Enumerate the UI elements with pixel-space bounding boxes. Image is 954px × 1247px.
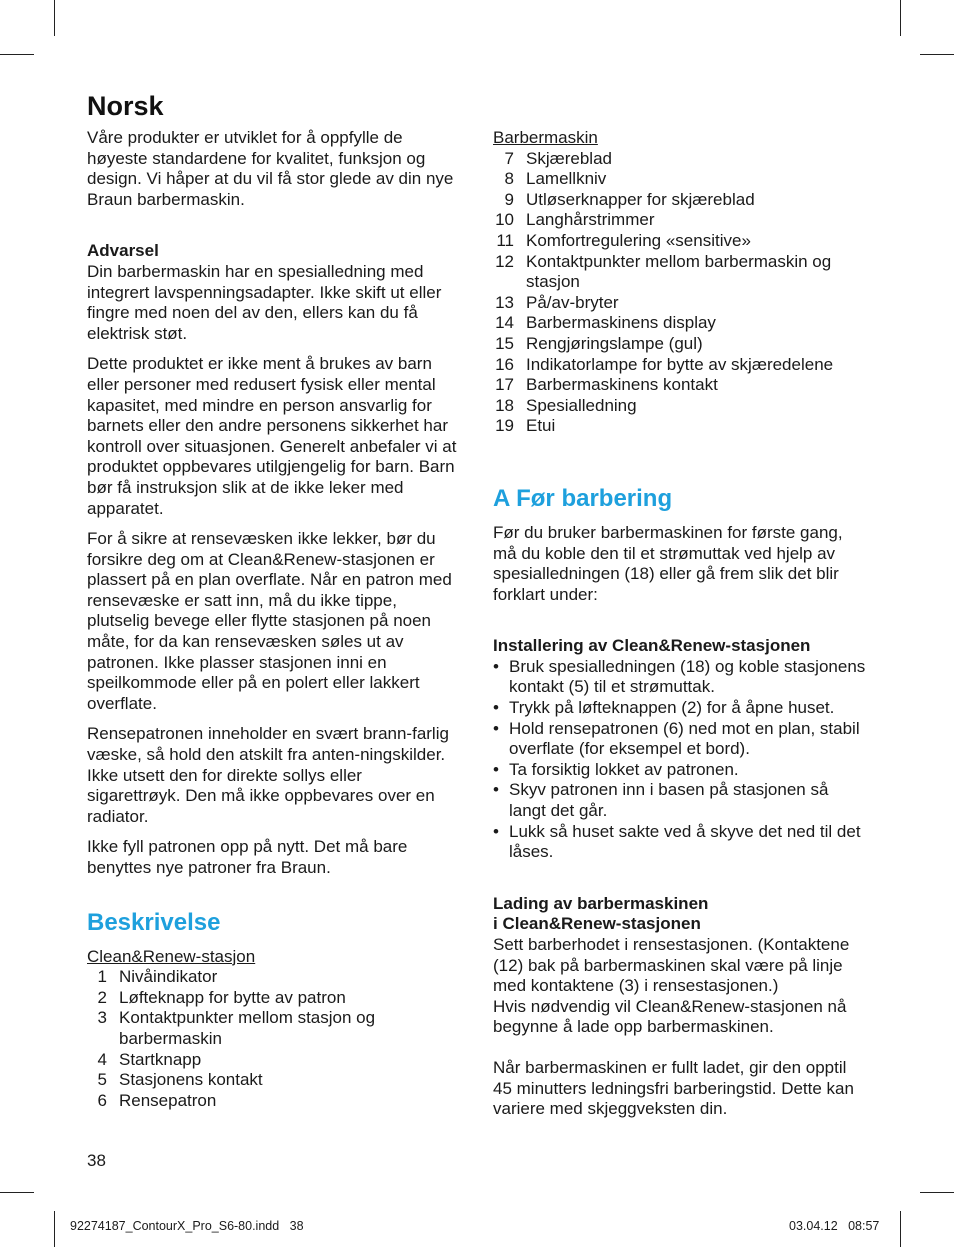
list-item (493, 210, 868, 231)
before-shaving-heading: A Før barbering (493, 484, 673, 512)
bullet: • (493, 656, 499, 676)
list-item (493, 252, 868, 293)
item-number: 17 (495, 375, 514, 395)
item-number: 12 (495, 251, 514, 271)
crop-mark (54, 0, 55, 36)
list-item (87, 1091, 459, 1112)
item-text: Skjæreblad (526, 148, 612, 168)
charging-heading: Lading av barbermaskinen (493, 893, 709, 913)
item-text: Startknapp (119, 1049, 202, 1069)
bullet: • (493, 780, 499, 800)
item-text: Rengjøringslampe (gul) (526, 333, 703, 353)
charging-paragraph: Hvis nødvendig vil Clean&Renew-stasjonen nå begynne å lade opp barbermaskinen. (493, 996, 847, 1037)
list-item (493, 822, 868, 863)
footer-file-info: 92274187_ContourX_Pro_S6-80.indd 38 (70, 1219, 304, 1233)
warning-paragraph: Ikke fyll patronen opp på nytt. Det må bare benyttes nye patroner fra Braun. (87, 837, 408, 877)
left-column (87, 90, 459, 1111)
bullet: • (493, 759, 499, 779)
item-number: 15 (495, 333, 514, 353)
item-text: Nivåindikator (119, 967, 218, 987)
item-text: Barbermaskinens display (526, 313, 716, 333)
right-column (493, 128, 868, 1130)
item-text: På/av-bryter (526, 292, 619, 312)
list-item (493, 169, 868, 190)
charging-heading-line-2: i Clean&Renew-stasjonen (493, 914, 701, 934)
item-text: Stasjonens kontakt (119, 1070, 263, 1090)
item-text: Lukk så huset sakte ved å skyve det ned til det låses. (509, 821, 861, 862)
item-text: Løfteknapp for bytte av patron (119, 987, 346, 1007)
item-number: 7 (504, 148, 514, 168)
install-steps (493, 657, 868, 863)
list-item (493, 334, 868, 355)
item-number: 8 (504, 169, 514, 189)
crop-mark (900, 1211, 901, 1247)
bullet: • (493, 698, 499, 718)
list-item (493, 231, 868, 252)
footer-date: 03.04.12 08:57 (789, 1219, 880, 1233)
item-text: Hold rensepatronen (6) ned mot en plan, stabil overflate (for eksempel et bord). (509, 718, 860, 759)
item-number: 3 (97, 1008, 107, 1028)
bullet: • (493, 718, 499, 738)
crop-mark (920, 54, 954, 55)
item-number: 4 (97, 1049, 107, 1069)
crop-mark (0, 54, 34, 55)
item-text: Rensepatron (119, 1090, 217, 1110)
description-heading: Beskrivelse (87, 908, 221, 936)
item-text: Trykk på løfteknappen (2) for å åpne huset. (509, 698, 835, 718)
item-text: Spesialledning (526, 395, 637, 415)
warning-heading: Advarsel (87, 241, 159, 261)
warning-paragraph: Rensepatronen inneholder en svært brann-farlig væske, så hold den atskilt fra anten-ningskilder. Ikke utsett den for direkte sollys eller sigarettrøyk. Den må ikke oppbevares over en radiator. (87, 724, 449, 826)
item-number: 1 (97, 967, 107, 987)
charging-paragraph: Når barbermaskinen er fullt ladet, gir den opptil 45 minutters ledningsfri barberingstid. Dette kan variere med skjeggveksten din. (493, 1057, 854, 1119)
list-item (87, 988, 459, 1009)
station-heading: Clean&Renew-stasjon (87, 946, 256, 966)
station-parts-list (87, 967, 459, 1111)
item-text: Kontaktpunkter mellom stasjon og barbermaskin (119, 1008, 376, 1048)
list-item (493, 355, 868, 376)
list-item (87, 967, 459, 988)
warning-paragraph: Dette produktet er ikke ment å brukes av barn eller personer med redusert fysisk eller mental kapasitet, med mindre en person ansvarlig for barnets eller den andre personens sikkerhet har kontroll over situasjonen. Generelt anbefaler vi at produktet oppbevares utilgjengelig for barn. Barn bør få instruksjon slik at de ikke leker med apparatet. (87, 354, 457, 518)
list-item (493, 657, 868, 698)
shaver-parts-list (493, 149, 868, 437)
intro-paragraph: Våre produkter er utviklet for å oppfylle de høyeste standardene for kvalitet, funksjon og design. Vi håper at du vil få stor glede av din nye Braun barbermaskin. (87, 128, 454, 209)
item-number: 6 (97, 1090, 107, 1110)
charging-paragraph: Sett barberhodet i rensestasjonen. (Kontaktene (12) bak på barbermaskinen skal være på linje med kontaktene (3) i rensestasjonen.) (493, 935, 850, 996)
item-number: 19 (495, 416, 514, 436)
list-item (493, 149, 868, 170)
crop-mark (0, 1192, 34, 1193)
list-item (493, 416, 868, 437)
item-number: 2 (97, 987, 107, 1007)
warning-paragraph: Din barbermaskin har en spesialledning med integrert lavspenningsadapter. Ikke skift ut eller fingre med noen del av den, ellers kan du få elektrisk støt. (87, 261, 442, 343)
shaver-heading: Barbermaskin (493, 128, 598, 147)
list-item (493, 698, 868, 719)
list-item (493, 760, 868, 781)
before-intro: Før du bruker barbermaskinen for første gang, må du koble den til et strømuttak ved hjelp av spesialledningen (18) eller gå frem slik det blir forklart under: (493, 522, 843, 604)
item-text: Indikatorlampe for bytte av skjæredelene (526, 354, 834, 374)
warning-paragraph: For å sikre at rensevæsken ikke lekker, bør du forsikre deg om at Clean&Renew-stasjonen er plassert på en plan overflate. Når en patron med rensevæske er satt inn, må du ikke tippe, plutselig bevege eller flytte stasjonen på noen måte, for da kan rensevæsken søles ut av patronen. Ikke plasser stasjonen inni en speilkommode eller på en polert eller lakkert overflate. (87, 529, 452, 713)
item-number: 9 (504, 189, 514, 209)
crop-mark (920, 1192, 954, 1193)
list-item (493, 190, 868, 211)
item-number: 14 (495, 313, 514, 333)
item-text: Lamellkniv (526, 169, 607, 189)
crop-mark (54, 1211, 55, 1247)
page-number: 38 (87, 1151, 106, 1170)
item-number: 5 (97, 1070, 107, 1090)
list-item (493, 293, 868, 314)
item-number: 13 (495, 292, 514, 312)
item-text: Langhårstrimmer (526, 210, 655, 230)
item-text: Bruk spesialledningen (18) og koble stasjonens kontakt (5) til et strømuttak. (509, 656, 866, 697)
item-text: Utløserknapper for skjæreblad (526, 189, 755, 209)
item-number: 16 (495, 354, 514, 374)
item-number: 10 (495, 210, 514, 230)
item-text: Etui (526, 416, 556, 436)
install-heading: Installering av Clean&Renew-stasjonen (493, 636, 811, 656)
list-item (87, 1050, 459, 1071)
list-item (493, 396, 868, 417)
item-text: Kontaktpunkter mellom barbermaskin og stasjon (526, 251, 832, 292)
item-text: Komfortregulering «sensitive» (526, 230, 751, 250)
item-text: Skyv patronen inn i basen på stasjonen så langt det går. (509, 780, 829, 821)
item-number: 11 (496, 230, 514, 250)
list-item (493, 780, 868, 821)
page-title: Norsk (87, 91, 164, 121)
list-item (87, 1070, 459, 1091)
item-number: 18 (495, 395, 514, 415)
item-text: Barbermaskinens kontakt (526, 375, 718, 395)
bullet: • (493, 821, 499, 841)
list-item (493, 313, 868, 334)
list-item (493, 719, 868, 760)
list-item (493, 375, 868, 396)
item-text: Ta forsiktig lokket av patronen. (509, 759, 739, 779)
list-item (87, 1008, 459, 1049)
crop-mark (900, 0, 901, 36)
